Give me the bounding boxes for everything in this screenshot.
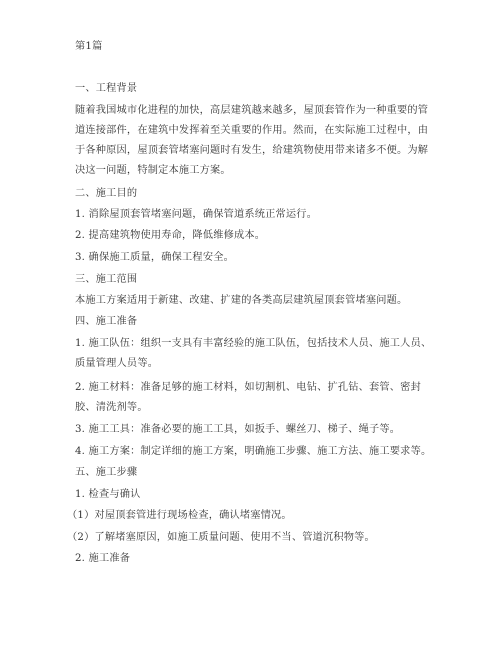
step-heading: 2. 施工准备 xyxy=(75,553,131,564)
section-heading-preparation: 四、施工准备 xyxy=(75,316,138,327)
step-sub-item: （2）了解堵塞原因，如施工质量问题、使用不当、管道沉积物等。 xyxy=(67,532,375,543)
section-heading-scope: 三、施工范围 xyxy=(75,274,138,285)
purpose-item: 1. 消除屋顶套管堵塞问题，确保管道系统正常运行。 xyxy=(75,209,318,220)
section-body-background: 随着我国城市化进程的加快，高层建筑越来越多，屋顶套管作为一种重要的管道连接部件，在建筑中发挥着至关重要的作用。然而，在实际施工过程中，由于各种原因，屋顶套管堵塞问题时有发生，给建筑物使用带来诸多不便。为解决这一问题，特制定本施工方案。 xyxy=(75,105,429,176)
section-heading-background: 一、工程背景 xyxy=(75,83,138,94)
section-heading-steps: 五、施工步骤 xyxy=(75,467,138,478)
preparation-item: 4. 施工方案：制定详细的施工方案，明确施工步骤、施工方法、施工要求等。 xyxy=(75,446,432,457)
purpose-item: 2. 提高建筑物使用寿命，降低维修成本。 xyxy=(75,230,266,241)
section-heading-purpose: 二、施工目的 xyxy=(75,188,138,199)
preparation-item: 2. 施工材料：准备足够的施工材料，如切割机、电钻、扩孔钻、套管、密封胶、清洗剂等。 xyxy=(75,382,421,413)
section-body-scope: 本施工方案适用于新建、改建、扩建的各类高层建筑屋顶套管堵塞问题。 xyxy=(75,295,408,306)
page-label: 第1篇 xyxy=(75,41,103,52)
step-heading: 1. 检查与确认 xyxy=(75,489,141,500)
purpose-item: 3. 确保施工质量，确保工程安全。 xyxy=(75,252,234,263)
preparation-item: 1. 施工队伍：组织一支具有丰富经验的施工队伍，包括技术人员、施工人员、质量管理人员等。 xyxy=(75,338,432,369)
preparation-item: 3. 施工工具：准备必要的施工工具，如扳手、螺丝刀、梯子、绳子等。 xyxy=(75,424,401,435)
step-sub-item: （1）对屋顶套管进行现场检查，确认堵塞情况。 xyxy=(67,510,292,521)
